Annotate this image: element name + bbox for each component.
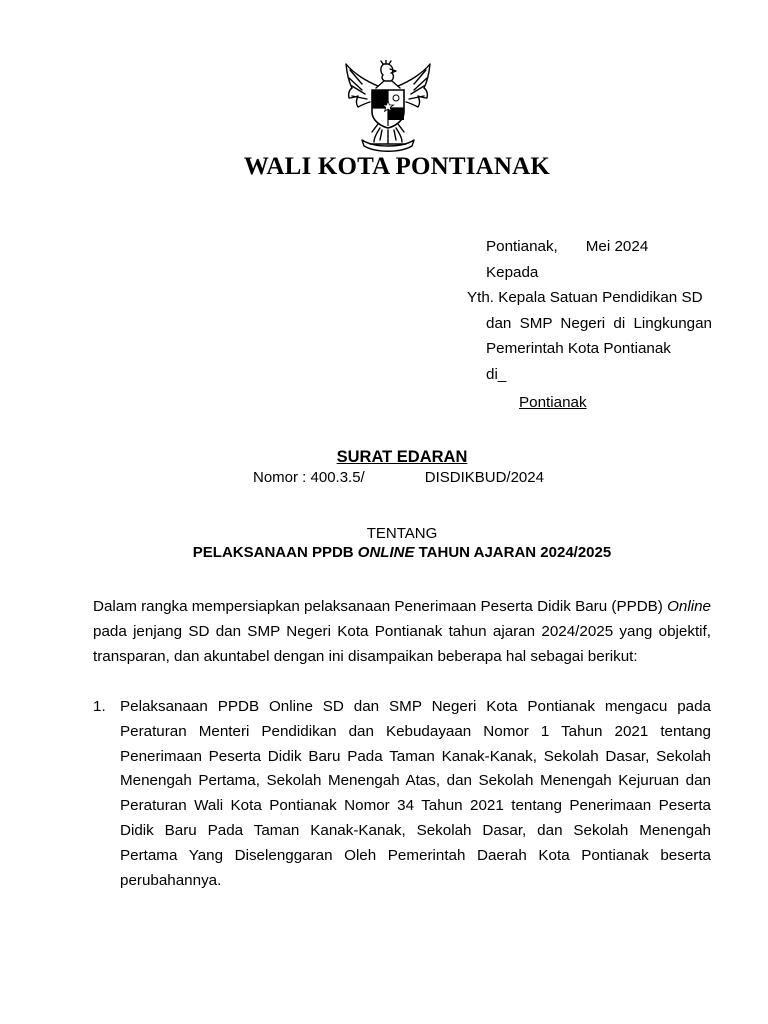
- at-label: di_: [486, 365, 507, 383]
- about-label: TENTANG: [366, 525, 438, 542]
- garuda-emblem-icon: [340, 60, 436, 160]
- letter-subject: [0, 544, 768, 561]
- destination-city: Pontianak: [519, 394, 587, 411]
- intro-paragraph: [93, 595, 711, 669]
- intro-online: Online: [667, 598, 711, 615]
- list-item-text: Pelaksanaan PPDB Online SD dan SMP Negeri Kota Pontianak mengacu pada Peraturan Menteri Pendidikan dan Kebudayaan Nomor 1 Tahun 2021 tentang Penerimaan Peserta Didik Baru Pada Taman Kanak-Kanak, Sekolah Dasar, Sekolah Menengah Pertama, Sekolah Menengah Atas, dan Sekolah Menengah Kejuruan dan Peraturan Wali Kota Pontianak Nomor 34 Tahun 2021 tentang Penerimaan Peserta Didik Baru Pada Taman Kanak-Kanak, Sekolah Dasar, dan Sekolah Menengah Pertama Yang Diselenggaran Oleh Pemerintah Daerah Kota Pontianak beserta perubahannya.: [120, 698, 711, 889]
- letter-number-suffix: DISDIKBUD/2024: [424, 469, 544, 486]
- intro-part-2: pada jenjang SD dan SMP Negeri Kota Pontianak tahun ajaran 2024/2025 yang objektif, transparan, dan akuntabel dengan ini disampaikan beberapa hal sebagai berikut:: [93, 622, 711, 665]
- subject-part-2: TAHUN AJARAN 2024/2025: [414, 544, 612, 561]
- recipient-line-1: Yth. Kepala Satuan Pendidikan SD: [467, 289, 703, 306]
- place-text: Pontianak,: [486, 238, 558, 255]
- page-title: WALI KOTA PONTIANAK: [243, 153, 551, 180]
- recipient-line-2: dan SMP Negeri di Lingkungan: [486, 314, 712, 332]
- letter-number-label: Nomor : 400.3.5/: [253, 469, 365, 486]
- date-text: Mei 2024: [585, 238, 649, 255]
- intro-part-1: Dalam rangka mempersiapkan pelaksanaan Penerimaan Peserta Didik Baru (PPDB): [93, 598, 668, 615]
- to-label: Kepada: [486, 263, 539, 281]
- letter-number: [253, 469, 544, 486]
- subject-online: ONLINE: [357, 544, 415, 561]
- points-list: [93, 695, 711, 893]
- address-block: [467, 234, 712, 387]
- recipient-line-3: Pemerintah Kota Pontianak: [486, 340, 671, 357]
- list-item: [93, 695, 711, 893]
- subject-part-1: PELAKSANAAN PPDB: [192, 544, 358, 561]
- letter-type-heading: SURAT EDARAN: [336, 448, 468, 466]
- place-date-line: [486, 234, 712, 260]
- list-item-number: 1.: [93, 698, 106, 715]
